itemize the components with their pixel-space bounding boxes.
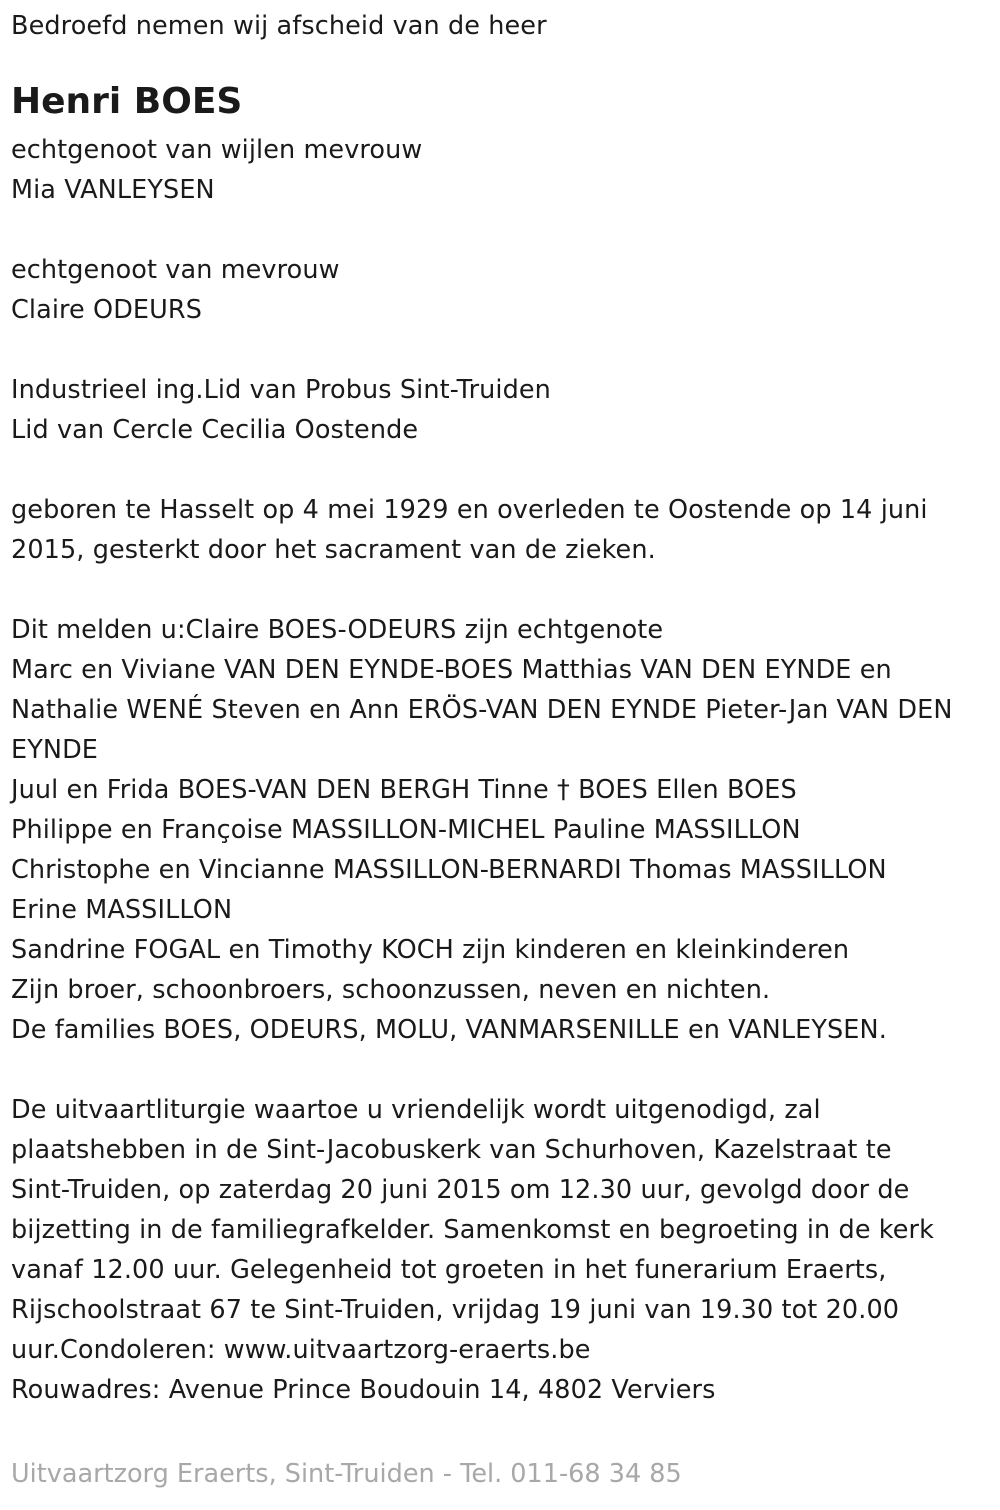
ceremony-line: Rouwadres: Avenue Prince Boudouin 14, 4802 Verviers xyxy=(11,1375,716,1405)
ceremony-line: plaatshebben in de Sint-Jacobuskerk van Schurhoven, Kazelstraat te xyxy=(11,1135,892,1165)
late-spouse-relation: echtgenoot van wijlen mevrouw xyxy=(11,135,423,165)
family-line: Sandrine FOGAL en Timothy KOCH zijn kinderen en kleinkinderen xyxy=(11,935,850,965)
family-line: Erine MASSILLON xyxy=(11,895,233,925)
ceremony-line: Sint-Truiden, op zaterdag 20 juni 2015 om 12.30 uur, gevolgd door de xyxy=(11,1175,910,1205)
membership-line: Lid van Cercle Cecilia Oostende xyxy=(11,415,419,445)
ceremony-line: De uitvaartliturgie waartoe u vriendelijk wordt uitgenodigd, zal xyxy=(11,1095,821,1125)
family-line: De families BOES, ODEURS, MOLU, VANMARSENILLE en VANLEYSEN. xyxy=(11,1015,887,1045)
late-spouse-block xyxy=(11,130,988,210)
family-block xyxy=(11,610,988,1050)
family-line: Philippe en Françoise MASSILLON-MICHEL Pauline MASSILLON xyxy=(11,815,801,845)
ceremony-block xyxy=(11,1090,988,1410)
family-line: Juul en Frida BOES-VAN DEN BERGH Tinne † BOES Ellen BOES xyxy=(11,775,797,805)
ceremony-line: uur.Condoleren: www.uitvaartzorg-eraerts.be xyxy=(11,1335,591,1365)
family-line: Nathalie WENÉ Steven en Ann ERÖS-VAN DEN EYNDE Pieter-Jan VAN DEN xyxy=(11,695,953,725)
ceremony-line: bijzetting in de familiegrafkelder. Samenkomst en begroeting in de kerk xyxy=(11,1215,935,1245)
family-line: EYNDE xyxy=(11,735,99,765)
intro-text: Bedroefd nemen wij afscheid van de heer xyxy=(11,11,547,41)
family-line: Dit melden u:Claire BOES-ODEURS zijn echtgenote xyxy=(11,615,664,645)
deceased-name: Henri BOES xyxy=(11,81,243,122)
family-line: Marc en Viviane VAN DEN EYNDE-BOES Matthias VAN DEN EYNDE en xyxy=(11,655,892,685)
spouse-relation: echtgenoot van mevrouw xyxy=(11,255,340,285)
birth-death-line: geboren te Hasselt op 4 mei 1929 en overleden te Oostende op 14 juni xyxy=(11,495,928,525)
spouse-block xyxy=(11,250,988,330)
birth-death-block xyxy=(11,490,988,570)
memberships-block xyxy=(11,370,988,450)
spouse-name: Claire ODEURS xyxy=(11,295,203,325)
membership-line: Industrieel ing.Lid van Probus Sint-Truiden xyxy=(11,375,551,405)
ceremony-line: vanaf 12.00 uur. Gelegenheid tot groeten in het funerarium Eraerts, xyxy=(11,1255,887,1285)
late-spouse-name: Mia VANLEYSEN xyxy=(11,175,215,205)
birth-death-line: 2015, gesterkt door het sacrament van de zieken. xyxy=(11,535,656,565)
funeral-home-footer: Uitvaartzorg Eraerts, Sint-Truiden - Tel. 011-68 34 85 xyxy=(11,1459,682,1489)
ceremony-line: Rijschoolstraat 67 te Sint-Truiden, vrijdag 19 juni van 19.30 tot 20.00 xyxy=(11,1295,900,1325)
family-line: Christophe en Vincianne MASSILLON-BERNARDI Thomas MASSILLON xyxy=(11,855,887,885)
family-line: Zijn broer, schoonbroers, schoonzussen, neven en nichten. xyxy=(11,975,771,1005)
